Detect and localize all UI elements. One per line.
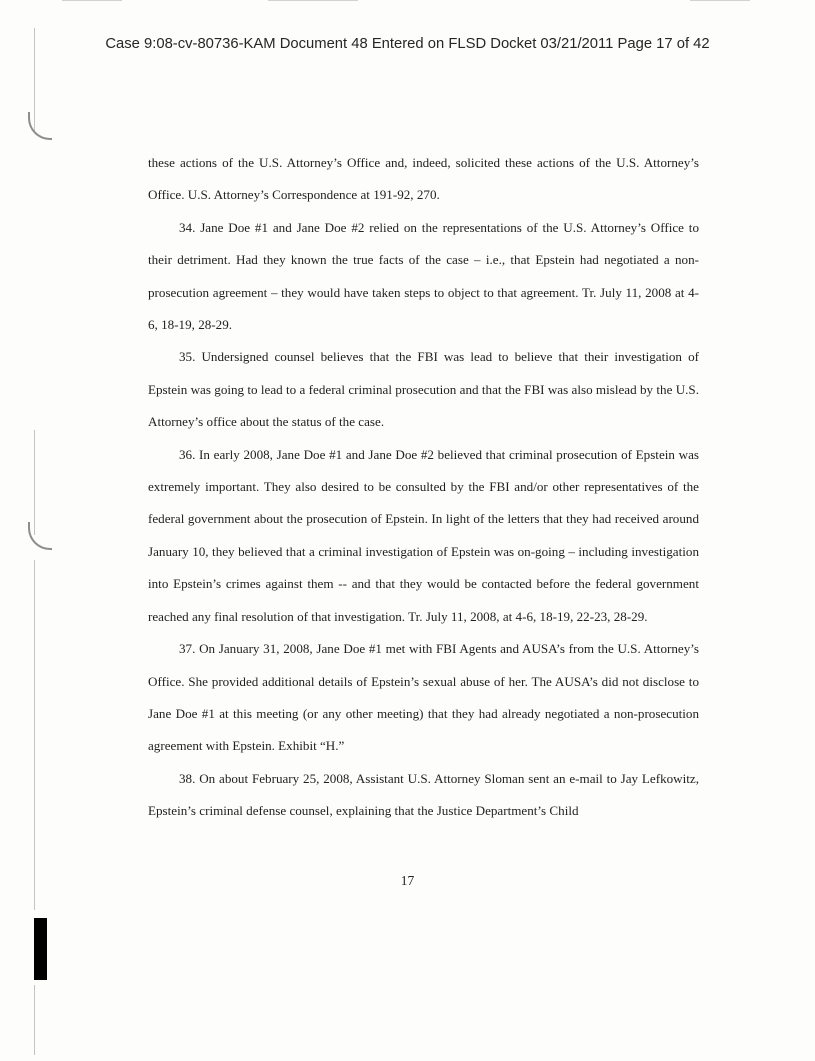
scan-artifact-line (268, 0, 358, 1)
paragraph-35: 35. Undersigned counsel believes that the FBI was lead to believe that their investigation of Epstein was going to lead to a federal criminal prosecution and that the FBI was also mislead by the U.S. Attorney’s office about the status of the case. (148, 349, 699, 430)
paragraph-37: 37. On January 31, 2008, Jane Doe #1 met with FBI Agents and AUSA’s from the U.S. Attorney’s Office. She provided additional details of Epstein’s sexual abuse of her. The AUSA’s did not disclose to Jane Doe #1 at this meeting (or any other meeting) that they had already negotiated a non-prosecution agreement with Epstein. Exhibit “H.” (148, 641, 699, 754)
binder-hole-mark (28, 522, 52, 550)
continuation-paragraph: these actions of the U.S. Attorney’s Office and, indeed, solicited these actions of the U.S. Attorney’s Office. U.S. Attorney’s Correspondence at 191-92, 270. (148, 155, 699, 203)
left-margin-rule (34, 430, 35, 535)
scan-artifact-line (62, 0, 122, 1)
left-margin-rule (34, 985, 35, 1055)
left-margin-rule (34, 560, 35, 910)
paragraph-36: 36. In early 2008, Jane Doe #1 and Jane Doe #2 believed that criminal prosecution of Epstein was extremely important. They also desired to be consulted by the FBI and/or other representatives of the federal government about the prosecution of Epstein. In light of the letters that they had received around January 10, they believed that a criminal investigation of Epstein was on-going – including investigation into Epstein’s crimes against them -- and that they would be contacted before the federal government reached any final resolution of that investigation. Tr. July 11, 2008, at 4-6, 18-19, 22-23, 28-29. (148, 446, 699, 624)
scan-artifact-line (690, 0, 750, 1)
document-body (148, 147, 699, 828)
paragraph-38: 38. On about February 25, 2008, Assistant U.S. Attorney Sloman sent an e-mail to Jay Lefkowitz, Epstein’s criminal defense counsel, explaining that the Justice Department’s Child (148, 770, 699, 819)
case-header: Case 9:08-cv-80736-KAM Document 48 Entered on FLSD Docket 03/21/2011 Page 17 of 42 (105, 36, 710, 52)
page-number: 17 (400, 873, 415, 888)
binder-hole-mark (28, 112, 52, 140)
exhibit-tab-mark (34, 918, 47, 980)
paragraph-34: 34. Jane Doe #1 and Jane Doe #2 relied on the representations of the U.S. Attorney’s Office to their detriment. Had they known the true facts of the case – i.e., that Epstein had negotiated a non-prosecution agreement – they would have taken steps to object to that agreement. Tr. July 11, 2008 at 4-6, 18-19, 28-29. (148, 219, 699, 333)
